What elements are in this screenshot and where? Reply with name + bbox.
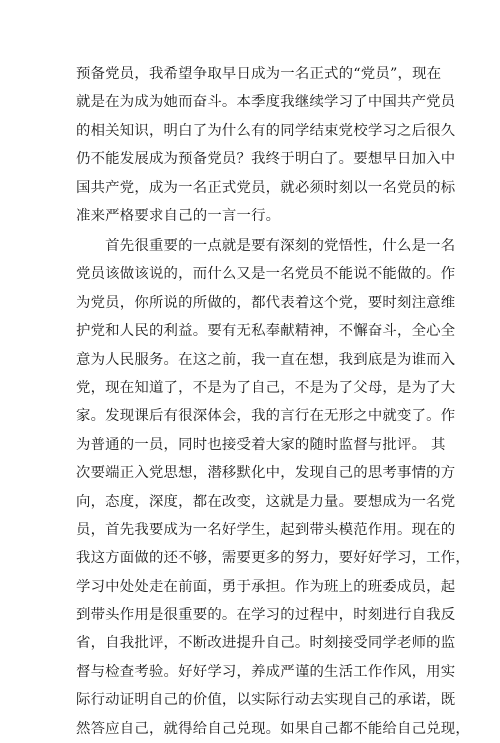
paragraph-line: 员，首先我要成为一名好学生，起到带头模范作用。现在的 — [76, 521, 456, 538]
paragraph-line: 次要端正入党思想，潜移默化中，发现自己的思考事情的方 — [76, 465, 456, 482]
paragraph-line: 首先很重要的一点就是要有深刻的党悟性，什么是一名 — [76, 238, 456, 254]
paragraph-line: 为普通的一员，同时也接受着大家的随时监督与批评。 其 — [76, 436, 446, 453]
paragraph-1 — [76, 60, 456, 230]
paragraph-line: 意为人民服务。在这之前，我一直在想，我到底是为谁而入 — [76, 351, 456, 368]
paragraph-line: 督与检查考验。好好学习，养成严谨的生活工作作风，用实 — [76, 663, 456, 680]
paragraph-line: 的相关知识，明白了为什么有的同学结束党校学习之后很久 — [76, 122, 456, 139]
paragraph-line: 党，现在知道了，不是为了自己，不是为了父母，是为了大 — [76, 379, 456, 396]
paragraph-line: 为党员，你所说的所做的，都代表着这个党，要时刻注意维 — [76, 294, 456, 311]
paragraph-line: 准来严格要求自己的一言一行。 — [76, 207, 281, 224]
paragraph-line: 我这方面做的还不够，需要更多的努力，要好好学习，工作， — [76, 550, 470, 567]
paragraph-line: 国共产党，成为一名正式党员，就必须时刻以一名党员的标 — [76, 179, 456, 196]
paragraph-line: 向，态度，深度，都在改变，这就是力量。要想成为一名党 — [76, 493, 456, 510]
paragraph-line: 家。发现课后有很深体会，我的言行在无形之中就变了。作 — [76, 408, 456, 425]
paragraph-line: 党员该做该说的，而什么又是一名党员不能说不能做的。作 — [76, 266, 456, 283]
paragraph-line: 省，自我批评，不断改进提升自己。时刻接受同学老师的监 — [76, 635, 456, 652]
paragraph-line: 就是在为成为她而奋斗。本季度我继续学习了中国共产党员 — [76, 94, 456, 111]
paragraph-line: 护党和人民的利益。要有无私奉献精神，不懈奋斗，全心全 — [76, 323, 456, 340]
paragraph-2 — [76, 232, 470, 743]
paragraph-line: 然答应自己，就得给自己兑现。如果自己都不能给自己兑现， — [76, 720, 470, 737]
paragraph-line: 学习中处处走在前面，勇于承担。作为班上的班委成员，起 — [76, 578, 456, 595]
paragraph-line: 预备党员，我希望争取早日成为一名正式的“党员”，现在 — [76, 66, 442, 82]
paragraph-line: 仍不能发展成为预备党员？我终于明白了。要想早日加入中 — [76, 151, 456, 168]
paragraph-line: 到带头作用是很重要的。在学习的过程中，时刻进行自我反 — [76, 607, 456, 624]
paragraph-line: 际行动证明自己的价值，以实际行动去实现自己的承诺，既 — [76, 692, 456, 709]
